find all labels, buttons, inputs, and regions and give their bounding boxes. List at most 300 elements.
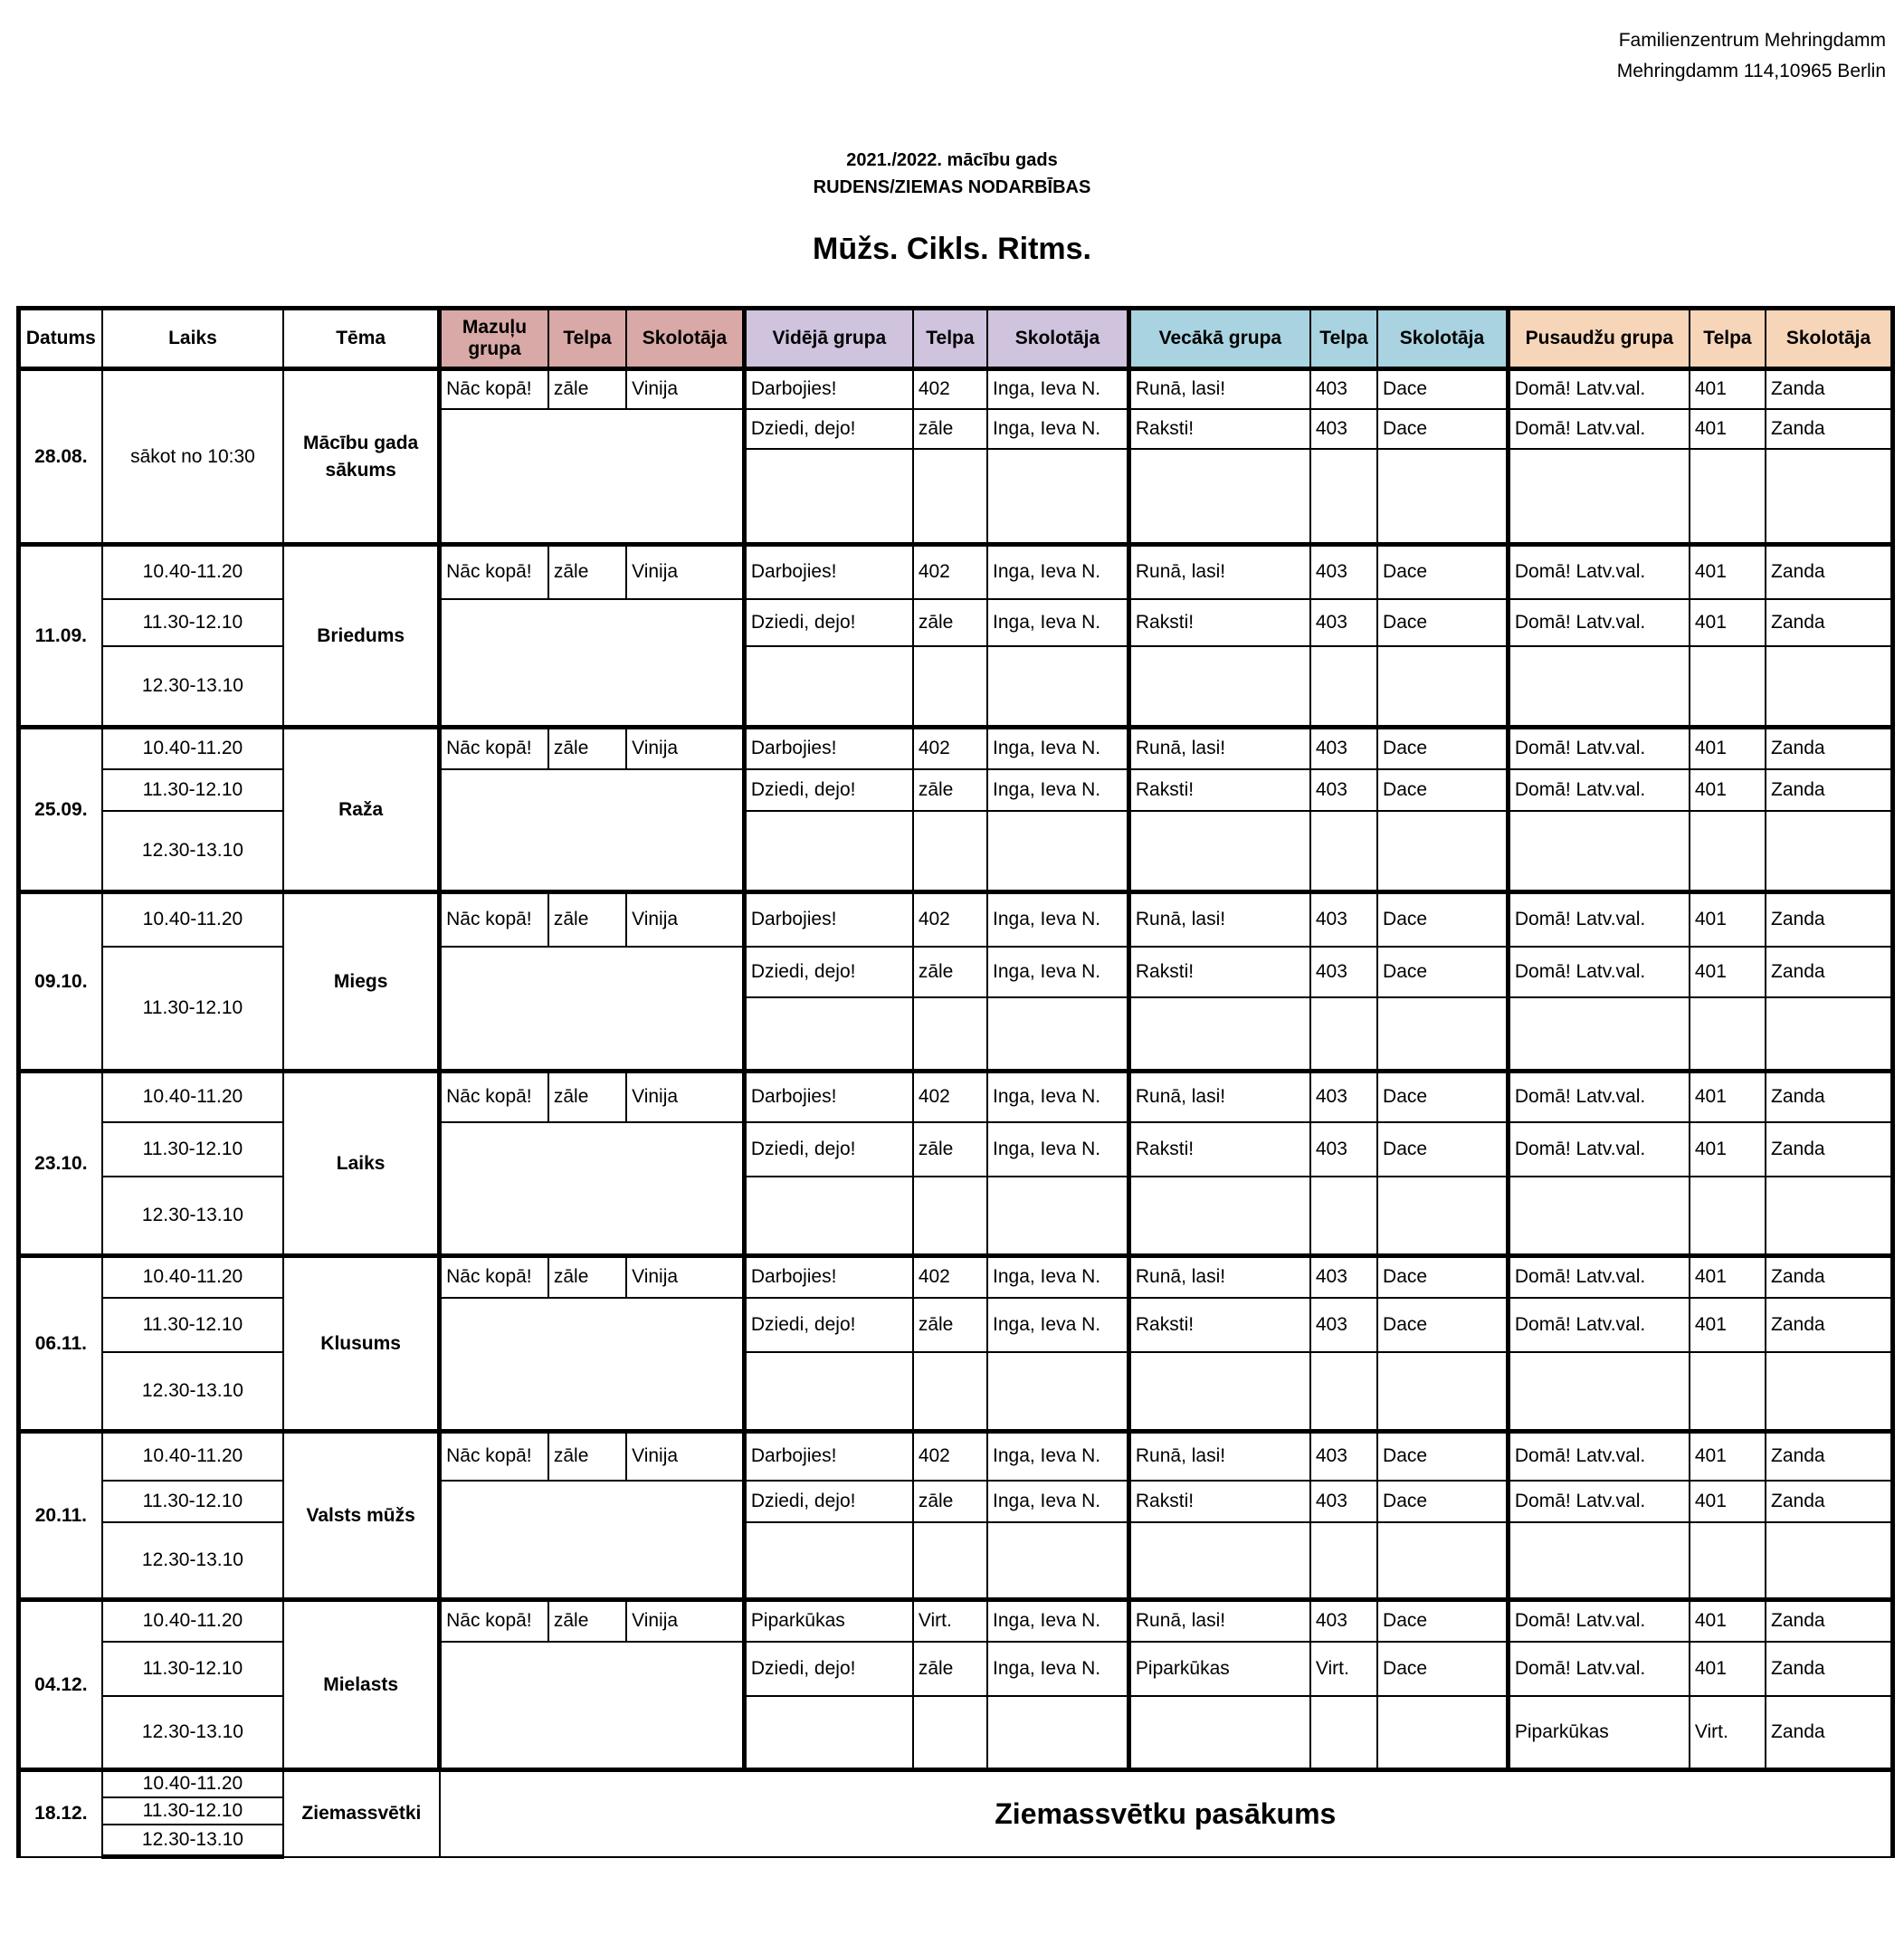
session-time: 10.40-11.20 bbox=[102, 1600, 283, 1642]
session-theme: Miegs bbox=[283, 892, 439, 1072]
teacher-cell: Vinija bbox=[626, 1256, 744, 1298]
column-header-teacher-1: Skolotāja bbox=[987, 309, 1128, 369]
activity-cell bbox=[1128, 1177, 1309, 1256]
activity-cell: Domā! Latv.val. bbox=[1508, 1298, 1689, 1352]
teacher-cell: Dace bbox=[1377, 1122, 1508, 1177]
room-cell: zāle bbox=[913, 1642, 987, 1696]
teacher-cell: Inga, Ieva N. bbox=[987, 947, 1128, 997]
teacher-cell: Vinija bbox=[626, 1600, 744, 1642]
room-cell: 401 bbox=[1690, 769, 1766, 811]
column-header-teacher-2: Skolotāja bbox=[1377, 309, 1508, 369]
room-cell: 402 bbox=[913, 1072, 987, 1122]
teacher-cell: Inga, Ieva N. bbox=[987, 545, 1128, 599]
activity-cell bbox=[744, 811, 912, 892]
activity-cell bbox=[1128, 646, 1309, 728]
teacher-cell bbox=[1377, 1352, 1508, 1432]
room-cell: 403 bbox=[1310, 369, 1377, 409]
teacher-cell: Zanda bbox=[1766, 1298, 1892, 1352]
session-date: 04.12. bbox=[19, 1600, 102, 1770]
room-cell: zāle bbox=[913, 769, 987, 811]
teacher-cell: Vinija bbox=[626, 545, 744, 599]
teacher-cell bbox=[1766, 1177, 1892, 1256]
activity-cell bbox=[1128, 1696, 1309, 1770]
session-time: 11.30-12.10 bbox=[102, 599, 283, 646]
activity-cell bbox=[744, 997, 912, 1072]
room-cell bbox=[913, 1522, 987, 1600]
organization-address: Mehringdamm 114,10965 Berlin bbox=[1616, 61, 1886, 81]
schedule-row bbox=[19, 1072, 1893, 1122]
teacher-cell bbox=[1766, 811, 1892, 892]
activity-cell: Dziedi, dejo! bbox=[744, 947, 912, 997]
activity-cell bbox=[1128, 1352, 1309, 1432]
session-time: 11.30-12.10 bbox=[102, 1298, 283, 1352]
room-cell: 401 bbox=[1690, 409, 1766, 449]
teacher-cell bbox=[987, 646, 1128, 728]
room-cell bbox=[1690, 811, 1766, 892]
teacher-cell: Dace bbox=[1377, 728, 1508, 769]
activity-cell: Runā, lasi! bbox=[1128, 1600, 1309, 1642]
column-header-room-3: Telpa bbox=[1690, 309, 1766, 369]
room-cell: 403 bbox=[1310, 728, 1377, 769]
activity-cell bbox=[744, 1522, 912, 1600]
session-time: 12.30-13.10 bbox=[102, 811, 283, 892]
activity-cell: Runā, lasi! bbox=[1128, 728, 1309, 769]
session-theme: Mācību gada sākums bbox=[283, 369, 439, 545]
room-cell: zāle bbox=[913, 1122, 987, 1177]
teacher-cell bbox=[1377, 1522, 1508, 1600]
room-cell bbox=[1690, 997, 1766, 1072]
activity-cell: Darbojies! bbox=[744, 1072, 912, 1122]
teacher-cell: Zanda bbox=[1766, 1481, 1892, 1522]
column-header-date: Datums bbox=[19, 309, 102, 369]
room-cell bbox=[1310, 449, 1377, 545]
activity-cell bbox=[744, 1177, 912, 1256]
empty-cell bbox=[440, 409, 745, 545]
teacher-cell bbox=[1377, 1696, 1508, 1770]
activity-cell: Dziedi, dejo! bbox=[744, 599, 912, 646]
document-heading bbox=[0, 147, 1904, 267]
room-cell bbox=[1310, 646, 1377, 728]
room-cell bbox=[913, 1696, 987, 1770]
activity-cell: Runā, lasi! bbox=[1128, 1432, 1309, 1481]
activity-cell: Dziedi, dejo! bbox=[744, 1298, 912, 1352]
teacher-cell: Inga, Ieva N. bbox=[987, 1298, 1128, 1352]
activity-cell: Domā! Latv.val. bbox=[1508, 1256, 1689, 1298]
room-cell: 403 bbox=[1310, 947, 1377, 997]
teacher-cell: Zanda bbox=[1766, 947, 1892, 997]
teacher-cell bbox=[987, 1522, 1128, 1600]
teacher-cell: Inga, Ieva N. bbox=[987, 1600, 1128, 1642]
activity-cell bbox=[1128, 811, 1309, 892]
empty-cell bbox=[440, 1481, 745, 1600]
room-cell: 401 bbox=[1690, 599, 1766, 646]
room-cell: zāle bbox=[548, 728, 626, 769]
empty-cell bbox=[440, 1122, 745, 1256]
activity-cell: Nāc kopā! bbox=[440, 728, 548, 769]
activity-cell: Runā, lasi! bbox=[1128, 1256, 1309, 1298]
teacher-cell: Dace bbox=[1377, 1432, 1508, 1481]
teacher-cell bbox=[1377, 997, 1508, 1072]
teacher-cell: Inga, Ieva N. bbox=[987, 1642, 1128, 1696]
activity-cell bbox=[1128, 449, 1309, 545]
activity-cell: Domā! Latv.val. bbox=[1508, 892, 1689, 947]
room-cell: zāle bbox=[913, 599, 987, 646]
room-cell bbox=[1690, 1522, 1766, 1600]
teacher-cell: Zanda bbox=[1766, 1600, 1892, 1642]
activity-cell: Raksti! bbox=[1128, 599, 1309, 646]
session-time: 10.40-11.20 bbox=[102, 545, 283, 599]
column-header-teacher-0: Skolotāja bbox=[626, 309, 744, 369]
empty-cell bbox=[440, 1298, 745, 1432]
room-cell: 401 bbox=[1690, 947, 1766, 997]
room-cell: 403 bbox=[1310, 769, 1377, 811]
activity-cell: Raksti! bbox=[1128, 769, 1309, 811]
activity-cell: Runā, lasi! bbox=[1128, 892, 1309, 947]
room-cell: 401 bbox=[1690, 1642, 1766, 1696]
activity-cell bbox=[1508, 646, 1689, 728]
activity-cell: Domā! Latv.val. bbox=[1508, 1600, 1689, 1642]
session-time: 11.30-12.10 bbox=[102, 1642, 283, 1696]
teacher-cell: Dace bbox=[1377, 1642, 1508, 1696]
room-cell: 401 bbox=[1690, 1432, 1766, 1481]
column-header-room-2: Telpa bbox=[1310, 309, 1377, 369]
teacher-cell: Dace bbox=[1377, 769, 1508, 811]
column-header-group-2: Vecākā grupa bbox=[1128, 309, 1309, 369]
room-cell bbox=[913, 1177, 987, 1256]
room-cell: zāle bbox=[913, 1481, 987, 1522]
activity-cell: Darbojies! bbox=[744, 1256, 912, 1298]
room-cell: 402 bbox=[913, 892, 987, 947]
teacher-cell: Zanda bbox=[1766, 369, 1892, 409]
activity-cell bbox=[744, 1352, 912, 1432]
room-cell: 403 bbox=[1310, 545, 1377, 599]
activity-cell: Raksti! bbox=[1128, 1481, 1309, 1522]
teacher-cell: Dace bbox=[1377, 892, 1508, 947]
room-cell: 403 bbox=[1310, 1122, 1377, 1177]
teacher-cell: Dace bbox=[1377, 1072, 1508, 1122]
column-header-group-0: Mazuļu grupa bbox=[440, 309, 548, 369]
room-cell: zāle bbox=[913, 1298, 987, 1352]
teacher-cell: Zanda bbox=[1766, 769, 1892, 811]
teacher-cell: Dace bbox=[1377, 599, 1508, 646]
room-cell: 402 bbox=[913, 728, 987, 769]
schedule-row bbox=[19, 1432, 1893, 1481]
teacher-cell: Dace bbox=[1377, 947, 1508, 997]
teacher-cell: Zanda bbox=[1766, 1642, 1892, 1696]
session-time: 10.40-11.20 bbox=[102, 1072, 283, 1122]
teacher-cell: Zanda bbox=[1766, 1256, 1892, 1298]
session-time: 12.30-13.10 bbox=[102, 1177, 283, 1256]
activity-cell: Domā! Latv.val. bbox=[1508, 1481, 1689, 1522]
activity-cell: Darbojies! bbox=[744, 369, 912, 409]
teacher-cell bbox=[987, 1696, 1128, 1770]
schedule-row bbox=[19, 545, 1893, 599]
room-cell bbox=[1310, 811, 1377, 892]
session-time: 10.40-11.20 bbox=[102, 1256, 283, 1298]
column-header-group-1: Vidējā grupa bbox=[744, 309, 912, 369]
session-date: 11.09. bbox=[19, 545, 102, 728]
session-date: 06.11. bbox=[19, 1256, 102, 1432]
christmas-event: Ziemassvētku pasākums bbox=[440, 1770, 1893, 1857]
teacher-cell: Zanda bbox=[1766, 1072, 1892, 1122]
room-cell: 403 bbox=[1310, 892, 1377, 947]
session-time: 10.40-11.20 bbox=[102, 1770, 283, 1797]
room-cell: 402 bbox=[913, 369, 987, 409]
teacher-cell: Zanda bbox=[1766, 728, 1892, 769]
room-cell bbox=[1310, 997, 1377, 1072]
activity-cell: Darbojies! bbox=[744, 728, 912, 769]
teacher-cell: Zanda bbox=[1766, 1122, 1892, 1177]
room-cell: zāle bbox=[548, 1256, 626, 1298]
empty-cell bbox=[440, 599, 745, 728]
session-theme: Mielasts bbox=[283, 1600, 439, 1770]
room-cell bbox=[1690, 646, 1766, 728]
activity-cell: Domā! Latv.val. bbox=[1508, 409, 1689, 449]
activity-cell: Dziedi, dejo! bbox=[744, 1642, 912, 1696]
room-cell: 403 bbox=[1310, 1298, 1377, 1352]
column-header-room-0: Telpa bbox=[548, 309, 626, 369]
room-cell bbox=[1310, 1696, 1377, 1770]
activity-cell: Darbojies! bbox=[744, 892, 912, 947]
room-cell: 403 bbox=[1310, 1432, 1377, 1481]
teacher-cell: Inga, Ieva N. bbox=[987, 1122, 1128, 1177]
session-time: 12.30-13.10 bbox=[102, 646, 283, 728]
room-cell: Virt. bbox=[913, 1600, 987, 1642]
activity-cell: Runā, lasi! bbox=[1128, 1072, 1309, 1122]
teacher-cell bbox=[987, 997, 1128, 1072]
session-date: 28.08. bbox=[19, 369, 102, 545]
activity-cell bbox=[1508, 1177, 1689, 1256]
teacher-cell bbox=[1377, 646, 1508, 728]
activity-cell bbox=[1128, 997, 1309, 1072]
teacher-cell: Inga, Ieva N. bbox=[987, 1072, 1128, 1122]
activity-cell: Nāc kopā! bbox=[440, 892, 548, 947]
room-cell bbox=[913, 646, 987, 728]
activity-cell bbox=[1508, 1352, 1689, 1432]
room-cell: 402 bbox=[913, 545, 987, 599]
teacher-cell: Zanda bbox=[1766, 599, 1892, 646]
teacher-cell: Dace bbox=[1377, 1600, 1508, 1642]
activity-cell: Piparkūkas bbox=[744, 1600, 912, 1642]
schedule-row bbox=[19, 1600, 1893, 1642]
schedule-row bbox=[19, 369, 1893, 409]
room-cell: 403 bbox=[1310, 409, 1377, 449]
room-cell: zāle bbox=[913, 947, 987, 997]
room-cell: Virt. bbox=[1690, 1696, 1766, 1770]
teacher-cell: Dace bbox=[1377, 1481, 1508, 1522]
activity-cell: Dziedi, dejo! bbox=[744, 409, 912, 449]
teacher-cell bbox=[987, 1177, 1128, 1256]
session-date: 23.10. bbox=[19, 1072, 102, 1256]
header-row bbox=[19, 309, 1893, 369]
room-cell: 401 bbox=[1690, 1122, 1766, 1177]
room-cell: zāle bbox=[548, 1072, 626, 1122]
room-cell: 401 bbox=[1690, 545, 1766, 599]
session-time: 11.30-12.10 bbox=[102, 769, 283, 811]
session-theme: Valsts mūžs bbox=[283, 1432, 439, 1600]
session-date: 25.09. bbox=[19, 728, 102, 892]
teacher-cell bbox=[1377, 449, 1508, 545]
room-cell: zāle bbox=[548, 892, 626, 947]
activity-cell bbox=[744, 449, 912, 545]
session-time: 11.30-12.10 bbox=[102, 947, 283, 1072]
activity-cell: Domā! Latv.val. bbox=[1508, 545, 1689, 599]
organization-header bbox=[1617, 25, 1886, 87]
schedule-table bbox=[16, 306, 1895, 1859]
activity-cell: Piparkūkas bbox=[1128, 1642, 1309, 1696]
session-date: 18.12. bbox=[19, 1770, 102, 1857]
schedule-row bbox=[19, 1256, 1893, 1298]
activity-cell bbox=[744, 646, 912, 728]
room-cell: 401 bbox=[1690, 1481, 1766, 1522]
activity-cell: Darbojies! bbox=[744, 545, 912, 599]
room-cell: 401 bbox=[1690, 1600, 1766, 1642]
room-cell bbox=[913, 811, 987, 892]
document-title: Mūžs. Cikls. Ritms. bbox=[813, 232, 1091, 266]
teacher-cell: Vinija bbox=[626, 892, 744, 947]
activity-cell: Domā! Latv.val. bbox=[1508, 728, 1689, 769]
teacher-cell bbox=[1377, 811, 1508, 892]
teacher-cell: Inga, Ieva N. bbox=[987, 769, 1128, 811]
teacher-cell bbox=[987, 811, 1128, 892]
teacher-cell bbox=[1766, 997, 1892, 1072]
activity-cell: Domā! Latv.val. bbox=[1508, 369, 1689, 409]
activity-cell bbox=[1508, 449, 1689, 545]
activity-cell: Nāc kopā! bbox=[440, 1432, 548, 1481]
activity-cell: Dziedi, dejo! bbox=[744, 1122, 912, 1177]
teacher-cell: Vinija bbox=[626, 1072, 744, 1122]
empty-cell bbox=[440, 947, 745, 1072]
activity-cell: Raksti! bbox=[1128, 1122, 1309, 1177]
teacher-cell: Inga, Ieva N. bbox=[987, 369, 1128, 409]
schedule-row bbox=[19, 892, 1893, 947]
schedule-row bbox=[19, 1770, 1893, 1797]
teacher-cell: Inga, Ieva N. bbox=[987, 409, 1128, 449]
activity-cell bbox=[1128, 1522, 1309, 1600]
teacher-cell: Zanda bbox=[1766, 1432, 1892, 1481]
room-cell: 403 bbox=[1310, 1256, 1377, 1298]
room-cell: 403 bbox=[1310, 1481, 1377, 1522]
room-cell: 401 bbox=[1690, 892, 1766, 947]
room-cell bbox=[1690, 1352, 1766, 1432]
activity-cell: Dziedi, dejo! bbox=[744, 1481, 912, 1522]
activity-cell: Raksti! bbox=[1128, 1298, 1309, 1352]
session-date: 20.11. bbox=[19, 1432, 102, 1600]
room-cell: zāle bbox=[548, 545, 626, 599]
session-theme: Klusums bbox=[283, 1256, 439, 1432]
room-cell: zāle bbox=[548, 1432, 626, 1481]
room-cell: 403 bbox=[1310, 599, 1377, 646]
room-cell: 403 bbox=[1310, 1600, 1377, 1642]
activity-cell: Nāc kopā! bbox=[440, 1072, 548, 1122]
activity-cell: Domā! Latv.val. bbox=[1508, 1122, 1689, 1177]
session-time: 11.30-12.10 bbox=[102, 1797, 283, 1825]
session-time: 12.30-13.10 bbox=[102, 1696, 283, 1770]
session-time: 10.40-11.20 bbox=[102, 728, 283, 769]
activity-cell: Domā! Latv.val. bbox=[1508, 1432, 1689, 1481]
session-time: 12.30-13.10 bbox=[102, 1352, 283, 1432]
schedule-body bbox=[19, 369, 1893, 1857]
room-cell bbox=[913, 997, 987, 1072]
teacher-cell bbox=[1766, 449, 1892, 545]
column-header-time: Laiks bbox=[102, 309, 283, 369]
teacher-cell: Dace bbox=[1377, 1298, 1508, 1352]
teacher-cell bbox=[1766, 646, 1892, 728]
activity-cell: Runā, lasi! bbox=[1128, 545, 1309, 599]
room-cell: 401 bbox=[1690, 1256, 1766, 1298]
activity-cell: Raksti! bbox=[1128, 409, 1309, 449]
room-cell bbox=[1310, 1352, 1377, 1432]
activity-cell: Nāc kopā! bbox=[440, 369, 548, 409]
session-time: 11.30-12.10 bbox=[102, 1122, 283, 1177]
teacher-cell: Inga, Ieva N. bbox=[987, 892, 1128, 947]
room-cell bbox=[1690, 449, 1766, 545]
session-time: 10.40-11.20 bbox=[102, 1432, 283, 1481]
activity-cell: Domā! Latv.val. bbox=[1508, 599, 1689, 646]
activity-cell: Raksti! bbox=[1128, 947, 1309, 997]
activity-cell: Domā! Latv.val. bbox=[1508, 769, 1689, 811]
column-header-teacher-3: Skolotāja bbox=[1766, 309, 1892, 369]
room-cell: 401 bbox=[1690, 1298, 1766, 1352]
teacher-cell: Inga, Ieva N. bbox=[987, 599, 1128, 646]
teacher-cell: Vinija bbox=[626, 1432, 744, 1481]
room-cell: zāle bbox=[913, 409, 987, 449]
session-time: 10.40-11.20 bbox=[102, 892, 283, 947]
organization-name: Familienzentrum Mehringdamm bbox=[1618, 30, 1886, 51]
teacher-cell: Inga, Ieva N. bbox=[987, 1432, 1128, 1481]
teacher-cell bbox=[987, 449, 1128, 545]
session-date: 09.10. bbox=[19, 892, 102, 1072]
room-cell: 401 bbox=[1690, 728, 1766, 769]
session-time: 12.30-13.10 bbox=[102, 1825, 283, 1857]
activity-cell: Nāc kopā! bbox=[440, 545, 548, 599]
room-cell bbox=[1310, 1177, 1377, 1256]
teacher-cell bbox=[1377, 1177, 1508, 1256]
session-theme: Raža bbox=[283, 728, 439, 892]
season-subtitle: RUDENS/ZIEMAS NODARBĪBAS bbox=[813, 177, 1091, 197]
teacher-cell: Vinija bbox=[626, 728, 744, 769]
room-cell: zāle bbox=[548, 369, 626, 409]
session-time: 11.30-12.10 bbox=[102, 1481, 283, 1522]
room-cell: 403 bbox=[1310, 1072, 1377, 1122]
teacher-cell: Zanda bbox=[1766, 545, 1892, 599]
session-time: sākot no 10:30 bbox=[102, 369, 283, 545]
teacher-cell: Inga, Ieva N. bbox=[987, 728, 1128, 769]
teacher-cell: Zanda bbox=[1766, 892, 1892, 947]
room-cell bbox=[1310, 1522, 1377, 1600]
teacher-cell bbox=[1766, 1522, 1892, 1600]
room-cell bbox=[913, 1352, 987, 1432]
teacher-cell: Dace bbox=[1377, 545, 1508, 599]
room-cell: 401 bbox=[1690, 1072, 1766, 1122]
activity-cell: Nāc kopā! bbox=[440, 1600, 548, 1642]
teacher-cell: Dace bbox=[1377, 409, 1508, 449]
activity-cell: Darbojies! bbox=[744, 1432, 912, 1481]
column-header-theme: Tēma bbox=[283, 309, 439, 369]
teacher-cell: Inga, Ieva N. bbox=[987, 1256, 1128, 1298]
activity-cell bbox=[1508, 1522, 1689, 1600]
activity-cell: Domā! Latv.val. bbox=[1508, 1642, 1689, 1696]
teacher-cell bbox=[987, 1352, 1128, 1432]
activity-cell: Dziedi, dejo! bbox=[744, 769, 912, 811]
activity-cell bbox=[1508, 811, 1689, 892]
teacher-cell: Vinija bbox=[626, 369, 744, 409]
school-year: 2021./2022. mācību gads bbox=[846, 150, 1058, 170]
room-cell: Virt. bbox=[1310, 1642, 1377, 1696]
session-theme: Briedums bbox=[283, 545, 439, 728]
activity-cell bbox=[1508, 997, 1689, 1072]
activity-cell bbox=[744, 1696, 912, 1770]
